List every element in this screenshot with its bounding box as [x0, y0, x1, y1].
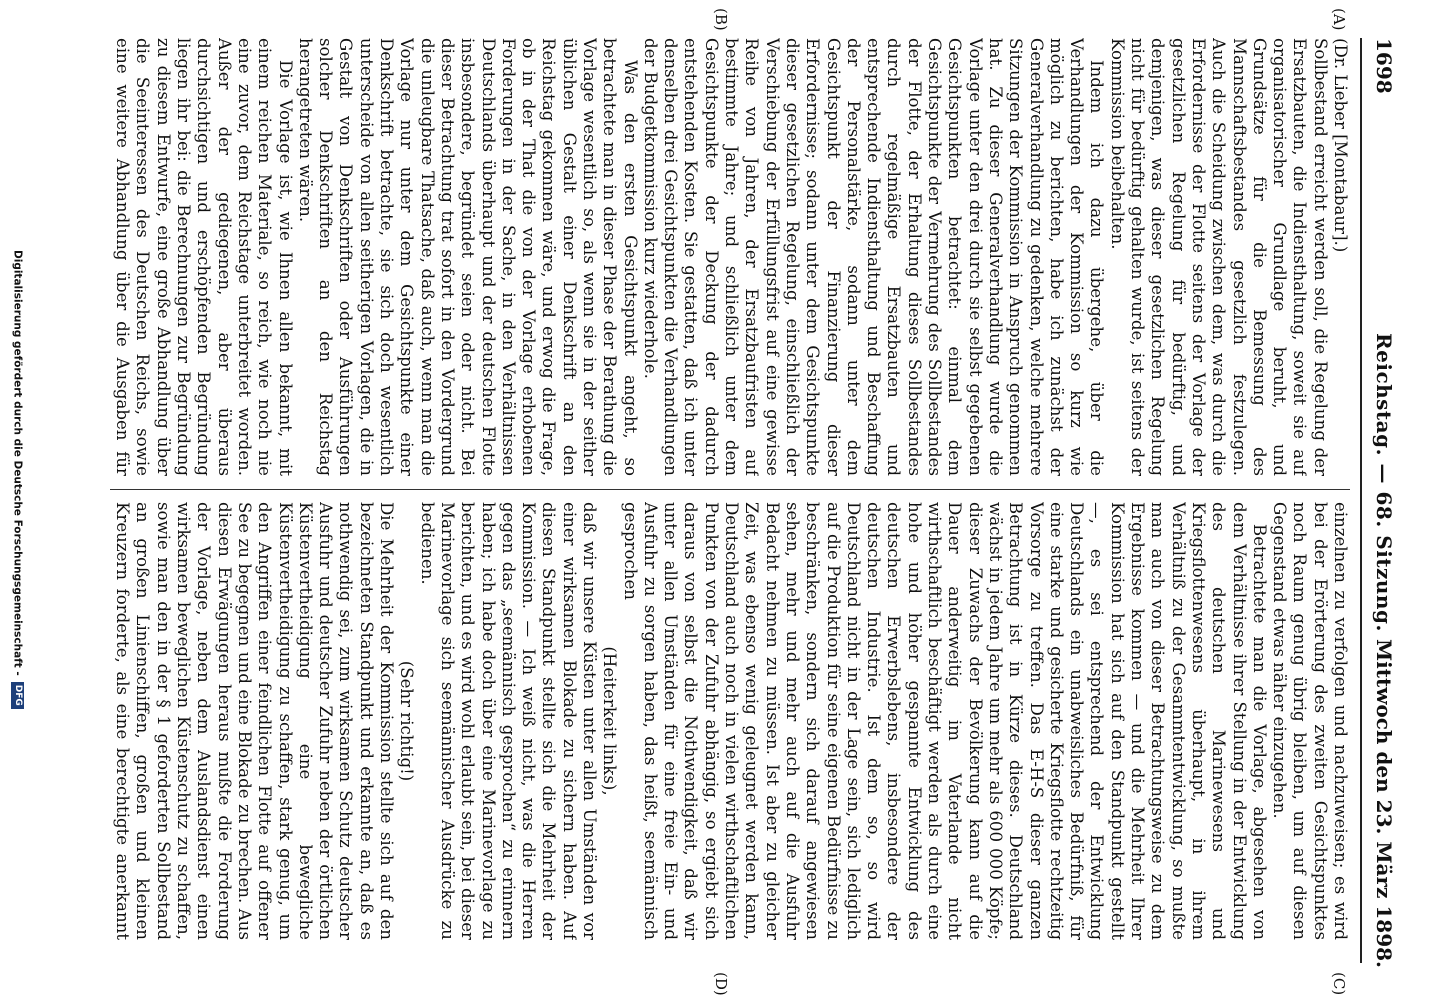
credit-text: Digitalisierung gefördert durch die Deutsche Forschungsgemeinschaft -: [11, 250, 24, 676]
paragraph: (Dr. Lieber [Montabaur].): [1331, 38, 1350, 253]
paragraph: Sollbestand erreicht werden soll, die Regelung der Ersatzbauten, die Indiensthaltung, soweit sie auf organisatorischer Grundlage beruht, und Grundsätze für die Bemessung des Mannschaftsbestandes gesetzlich festzulegen. Auch die Scheidung zwischen dem, was durch die Erfordernisse der Flotte seitens der Vorlage der gesetzlichen Regelung für bedürftig, und demjenigen, was dieser gesetzlichen Regelung nicht für bedürftig gehalten wurde, ist seitens der Kommission beibehalten.: [1107, 38, 1330, 476]
paragraph: (Heiterkeit links),: [600, 646, 620, 796]
dfg-logo: DFG: [11, 682, 24, 709]
right-column: [110, 502, 1350, 940]
credit-line: [6, 250, 24, 970]
paragraph: daß wir unsere Küsten unter allen Umständen vor einer wirksamen Blokade zu sichern haben. Auf diesen Standpunkt stellte sich die Mehrheit der Kommission. — Ich weiß nicht, was die Herren gegen das „seemännisch gesprochen“ zu erinnern haben; ich habe doch über eine Marinevorlage zu berichten, und es wird wohl erlaubt sein, bei dieser Marinevorlage sich seemännischer Ausdrücke zu bedienen.: [417, 502, 600, 940]
running-title: Reichstag. — 68. Sitzung.: [1372, 333, 1396, 632]
left-column: [110, 38, 1350, 476]
session-date: Mittwoch den 23. März 1898.: [1372, 638, 1396, 968]
paragraph: Was den ersten Gesichtspunkt angeht, so betrachtete man in dieser Phase der Berathung die Vorlage wesentlich so, als wenn sie in der seither üblichen Gestalt einer Denkschrift an den Reichstag gekommen wäre, und erwog die Frage, ob in der That die von der Vorlage erhobenen Forderungen in der Sache, in den Verhältnissen Deutschlands überhaupt und der deutschen Flotte insbesondere, begründet seien oder nicht. Bei dieser Betrachtung trat sofort in den Vordergrund die unleugbare Thatsache, daß auch, wenn man die Vorlage nur unter dem Gesichtspunkte einer Denkschrift betrachte, sie sich doch wesentlich unterscheide von allen seitherigen Vorlagen, die in Gestalt von Denkschriften oder Ausführungen solcher Denkschriften an den Reichstag herangetreten wären.: [295, 38, 640, 476]
margin-marker-c: (C): [1330, 972, 1348, 996]
paragraph: Die Mehrheit der Kommission stellte sich auf den bezeichneten Standpunkt und erkannte an, daß es nothwendig sei, zum wirksamen Schutz deutscher Ausfuhr und deutscher Zufuhr neben der örtlichen Küstenvertheidigung eine bewegliche Küstenvertheidigung zu schaffen, stark genug, um den Angriffen einer feindlichen Flotte auf offener See zu begegnen und eine Blokade zu brechen. Aus diesen Erwägungen heraus mußte die Forderung der Vorlage, neben dem Auslandsdienst einen wirksamen beweglichen Küstenschutz zu schaffen, sowie man den in der § 1 geforderten Sollbestand an großen Linienschiffen, großen und kleinen Kreuzern forderte, als eine berechtigte anerkannt: [113, 502, 397, 940]
paragraph: einzelnen zu verfolgen und nachzuweisen; es wird bei der Erörterung des zweiten Gesichtspunktes noch Raum genug übrig bleiben, um auf diesen Gegenstand etwas näher einzugehen.: [1270, 502, 1350, 940]
margin-marker-d: (D): [712, 972, 730, 996]
page-header: [1366, 38, 1400, 968]
margin-marker-a: (A): [1330, 8, 1348, 31]
paragraph: Die Vorlage ist, wie Ihnen allen bekannt, mit einem reichen Materiale, so reich, wie noch nie eine zuvor, dem Reichstage unterbreitet worden. Außer der gediegenen, aber überaus durchsichtigen und erschöpfenden Begründung liegen ihr bei: die Berechnungen zur Begründung zu diesem Entwurfe, eine große Abhandlung über die Seeinteressen des Deutschen Reichs, sowie eine weitere Abhandlung über die Ausgaben für: [113, 38, 295, 476]
margin-marker-b: (B): [712, 8, 730, 31]
paragraph: (Sehr richtig!): [397, 660, 417, 782]
paragraph: Indem ich dazu übergehe, über die Verhandlungen der Kommission so kurz wie möglich zu berichten, habe ich zunächst der Generalverhandlung zu gedenken, welche mehrere Sitzungen der Kommission in Anspruch genommen hat. Zu dieser Generalverhandlung wurde die Vorlage unter den drei durch sie selbst gegebenen Gesichtspunkten betrachtet: einmal dem Gesichtspunkte der Vermehrung des Sollbestandes der Flotte, der Erhaltung dieses Sollbestandes durch regelmäßige Ersatzbauten und entsprechende Indiensthaltung und Beschaffung der Personalstärke, sodann unter dem Gesichtspunkt der Finanzierung dieser Erfordernisse; sodann unter dem Gesichtspunkte dieser gesetzlichen Regelung, einschließlich der Verschiebung der Erfüllungsfrist auf eine gewisse Reihe von Jahren, der Ersatzbaufristen auf bestimmte Jahre; und schließlich unter dem Gesichtspunkte der Deckung der dadurch entstehenden Kosten. Sie gestatten, daß ich unter denselben drei Gesichtspunkten die Verhandlungen der Budgetkommission kurz wiederhole.: [640, 38, 1107, 476]
page-number: 1698: [1372, 38, 1396, 94]
column-rule: [110, 489, 1350, 490]
paragraph: Betrachtete man die Vorlage, abgesehen von dem Verhältnisse ihrer Stellung in der Entwicklung des deutschen Marinewesens und Kriegsflottenwesens überhaupt, in ihrem Verhältniß zu der Gesammtentwicklung, so mußte man auch von dieser Betrachtungsweise zu dem Ergebnisse kommen — und die Mehrheit Ihrer Kommission hat sich auf den Standpunkt gestellt —, es sei entsprechend der Entwicklung Deutschlands ein unabweisliches Bedürfniß, für eine starke und gesicherte Kriegsflotte rechtzeitig Vorsorge zu treffen. Das E-H-S dieser ganzen Betrachtung ist in Kürze dieses. Deutschland wächst in jedem Jahre um mehr als 600 000 Köpfe; dieser Zuwachs der Bevölkerung kann auf die Dauer anderweitig im Vaterlande nicht wirthschaftlich beschäftigt werden als durch eine hohe und höher gespannte Entwicklung des deutschen Erwerbslebens, insbesondere der deutschen Industrie. Ist dem so, so wird Deutschland nicht in der Lage sein, sich lediglich auf die Produktion für seine eigenen Bedürfnisse zu beschränken, sondern sich darauf angewiesen sehen, mehr und mehr auch auf die Ausfuhr Bedacht nehmen zu müssen. Ist aber zu gleicher Zeit, was ebenso wenig geleugnet werden kann, Deutschland auch noch in vielen wirthschaftlichen Punkten von der Zufuhr abhängig, so ergiebt sich daraus von selbst die Nothwendigkeit, daß wir unter allen Umständen für eine freie Ein- und Ausfuhr zu sorgen haben, das heißt, seemännisch gesprochen: [620, 502, 1269, 940]
header-rule: [1360, 38, 1362, 963]
